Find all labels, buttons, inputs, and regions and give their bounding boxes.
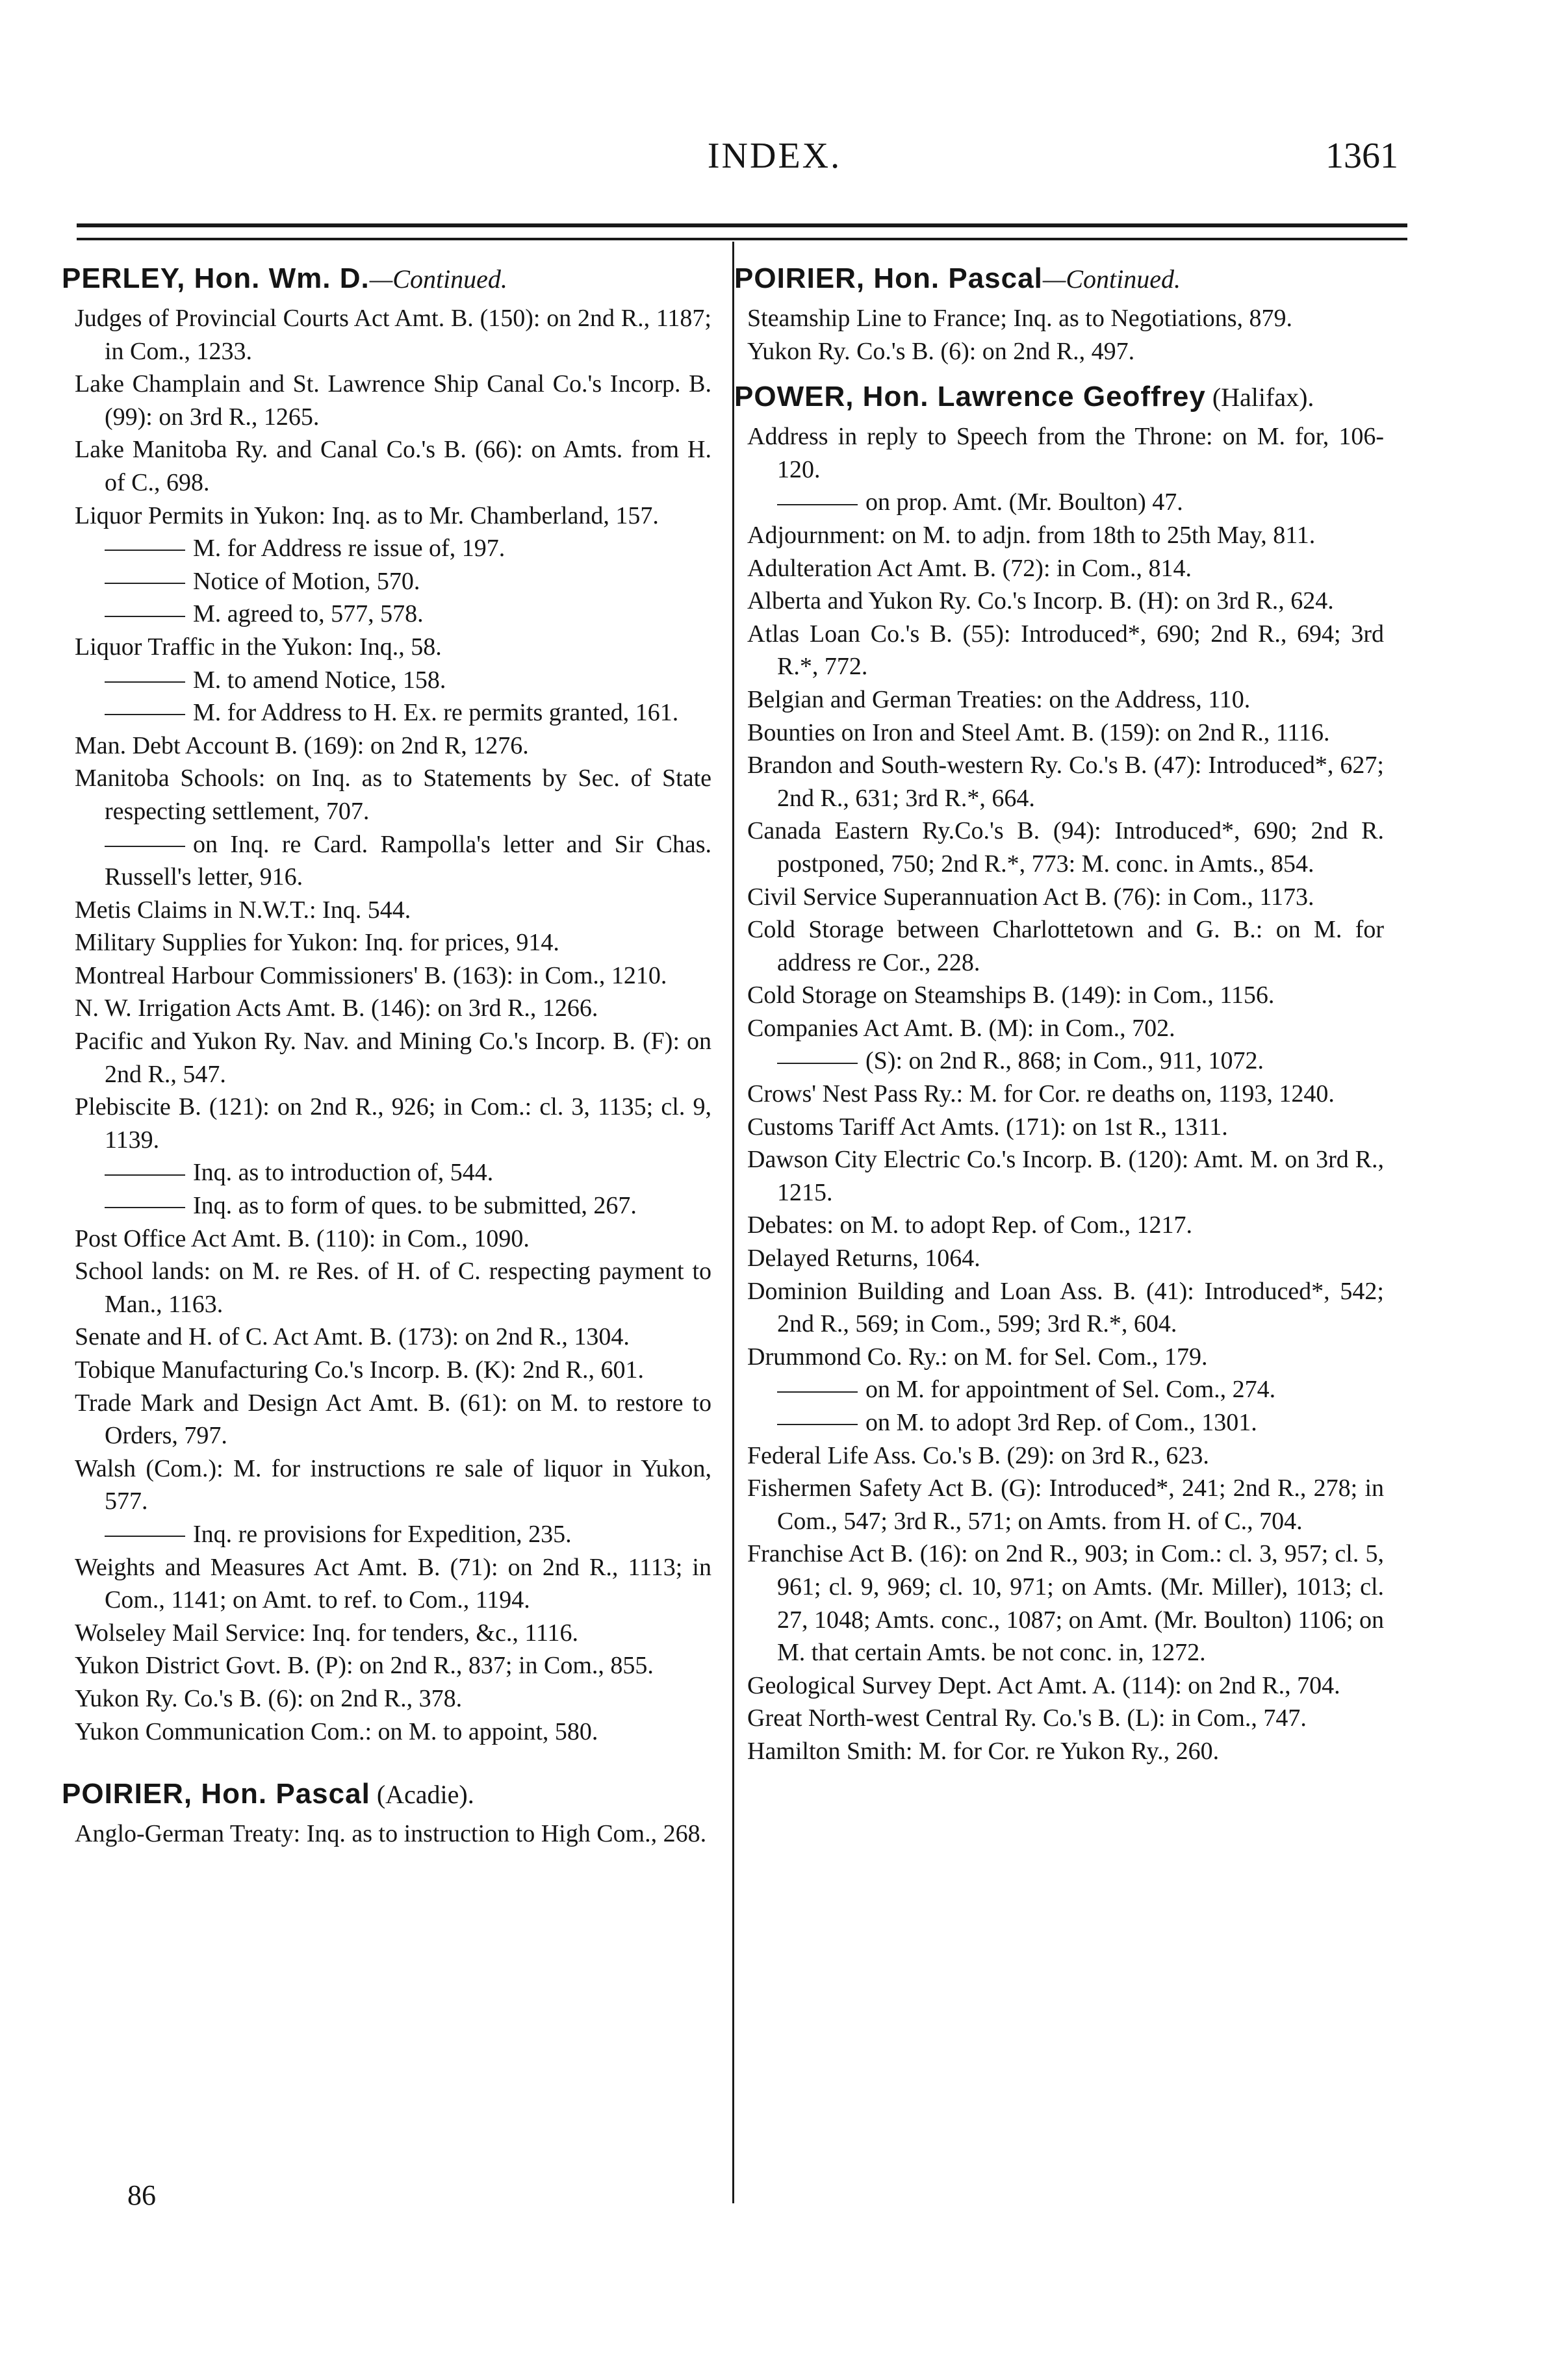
entry-text: Drummond Co. Ry.: on M. for Sel. Com., 179. xyxy=(747,1343,1208,1371)
footer-number: 86 xyxy=(127,2179,156,2211)
header-rule-bottom xyxy=(77,238,1407,240)
index-entry xyxy=(75,433,711,499)
index-entry xyxy=(75,532,711,565)
entry-text: M. for Address to H. Ex. re permits granted, 161. xyxy=(193,699,679,727)
index-entry xyxy=(75,1189,711,1222)
ditto-dash xyxy=(105,1207,185,1208)
entry-text: Steamship Line to France; Inq. as to Negotiations, 879. xyxy=(747,305,1293,332)
entry-text: Military Supplies for Yukon: Inq. for prices, 914. xyxy=(75,929,559,957)
index-entry xyxy=(75,631,711,664)
entry-text: Yukon Ry. Co.'s B. (6): on 2nd R., 378. xyxy=(75,1684,463,1712)
index-entry xyxy=(747,420,1384,486)
heading-name: PERLEY, Hon. Wm. D. xyxy=(62,262,370,294)
heading-poirier-continued xyxy=(734,261,1384,297)
index-entry xyxy=(747,749,1384,815)
ditto-dash xyxy=(105,1536,185,1537)
entry-text: Great North-west Central Ry. Co.'s B. (L): in Com., 747. xyxy=(747,1704,1307,1732)
entry-text: Debates: on M. to adopt Rep. of Com., 1217. xyxy=(747,1211,1192,1239)
right-column xyxy=(734,261,1384,1768)
entry-text: on M. for appointment of Sel. Com., 274. xyxy=(865,1376,1276,1404)
index-entry xyxy=(747,1735,1384,1768)
index-entry xyxy=(747,1538,1384,1669)
column-divider xyxy=(732,242,734,2203)
entry-text: N. W. Irrigation Acts Amt. B. (146): on 3rd R., 1266. xyxy=(75,994,598,1022)
entry-text: Anglo-German Treaty: Inq. as to instruction to High Com., 268. xyxy=(75,1820,707,1848)
entry-text: Post Office Act Amt. B. (110): in Com., 1090. xyxy=(75,1224,530,1252)
index-entry xyxy=(747,1669,1384,1703)
entry-text: on prop. Amt. (Mr. Boulton) 47. xyxy=(865,488,1183,516)
page-header-title: INDEX. xyxy=(707,136,842,176)
ditto-dash xyxy=(105,846,185,847)
index-entry xyxy=(747,1341,1384,1374)
heading-power xyxy=(734,379,1384,415)
entry-text: Metis Claims in N.W.T.: Inq. 544. xyxy=(75,896,411,924)
entry-text: Liquor Permits in Yukon: Inq. as to Mr. Chamberland, 157. xyxy=(75,501,659,529)
entry-text: Plebiscite B. (121): on 2nd R., 926; in Com.: cl. 3, 1135; cl. 9, 1139. xyxy=(75,1093,711,1154)
index-entry xyxy=(75,762,711,828)
entry-text: M. for Address re issue of, 197. xyxy=(193,535,506,563)
index-entry xyxy=(747,913,1384,979)
index-entry xyxy=(75,598,711,631)
index-entry xyxy=(747,1044,1384,1078)
entry-text: Fishermen Safety Act B. (G): Introduced*, 241; 2nd R., 278; in Com., 547; 3rd R., 571; on Amts. from H. of C., 704. xyxy=(747,1475,1384,1535)
index-entry xyxy=(75,729,711,763)
index-entry xyxy=(75,368,711,433)
entry-text: Walsh (Com.): M. for instructions re sale of liquor in Yukon, 577. xyxy=(75,1454,711,1515)
index-entry xyxy=(75,959,711,993)
ditto-dash xyxy=(105,550,185,551)
entry-text: Atlas Loan Co.'s B. (55): Introduced*, 690; 2nd R., 694; 3rd R.*, 772. xyxy=(747,620,1384,681)
entry-text: Brandon and South-western Ry. Co.'s B. (47): Introduced*, 627; 2nd R., 631; 3rd R.*, 664. xyxy=(747,752,1384,812)
index-entry xyxy=(747,618,1384,683)
header-rule-top xyxy=(77,223,1407,227)
index-entry xyxy=(75,1551,711,1617)
entry-text: Geological Survey Dept. Act Amt. A. (114): on 2nd R., 704. xyxy=(747,1671,1340,1699)
entry-text: Pacific and Yukon Ry. Nav. and Mining Co.'s Incorp. B. (F): on 2nd R., 547. xyxy=(75,1028,711,1088)
entry-text: Adjournment: on M. to adjn. from 18th to 25th May, 811. xyxy=(747,521,1316,549)
heading-suffix: —Continued. xyxy=(369,264,507,294)
index-entry xyxy=(75,1321,711,1354)
index-entry xyxy=(75,894,711,927)
entry-text: M. agreed to, 577, 578. xyxy=(193,600,424,628)
index-entry xyxy=(747,1111,1384,1144)
entry-text: Yukon District Govt. B. (P): on 2nd R., 837; in Com., 855. xyxy=(75,1652,654,1680)
heading-suffix: —Continued. xyxy=(1042,264,1181,294)
index-entry xyxy=(75,1518,711,1551)
entry-text: Yukon Communication Com.: on M. to appoint, 580. xyxy=(75,1717,598,1745)
index-entry xyxy=(75,1617,711,1650)
heading-suffix: (Halifax). xyxy=(1205,383,1314,412)
entry-text: Wolseley Mail Service: Inq. for tenders, &c., 1116. xyxy=(75,1619,579,1647)
ditto-dash xyxy=(105,1174,185,1176)
entry-text: Trade Mark and Design Act Amt. B. (61): on M. to restore to Orders, 797. xyxy=(75,1389,711,1450)
index-entry xyxy=(747,335,1384,368)
index-entry xyxy=(747,552,1384,585)
heading-poirier xyxy=(62,1777,711,1812)
entry-text: Customs Tariff Act Amts. (171): on 1st R., 1311. xyxy=(747,1113,1228,1141)
entry-text: Lake Manitoba Ry. and Canal Co.'s B. (66): on Amts. from H. of C., 698. xyxy=(75,436,711,496)
index-entry xyxy=(747,302,1384,335)
index-entry xyxy=(747,519,1384,552)
ditto-dash xyxy=(777,504,858,505)
entry-text: Hamilton Smith: M. for Cor. re Yukon Ry., 260. xyxy=(747,1737,1220,1765)
entry-text: Bounties on Iron and Steel Amt. B. (159): on 2nd R., 1116. xyxy=(747,718,1330,746)
entry-text: on M. to adopt 3rd Rep. of Com., 1301. xyxy=(865,1409,1257,1436)
index-entry xyxy=(75,696,711,729)
ditto-dash xyxy=(105,583,185,584)
index-entry xyxy=(75,1649,711,1682)
entry-text: Judges of Provincial Courts Act Amt. B. (150): on 2nd R., 1187; in Com., 1233. xyxy=(75,305,711,365)
page-number: 1361 xyxy=(1325,136,1398,176)
index-entry xyxy=(75,1222,711,1256)
index-entry xyxy=(75,1387,711,1452)
heading-perley xyxy=(62,261,711,297)
index-entry xyxy=(75,828,711,894)
entry-text: School lands: on M. re Res. of H. of C. respecting payment to Man., 1163. xyxy=(75,1258,711,1318)
index-entry xyxy=(75,926,711,959)
ditto-dash xyxy=(777,1063,858,1064)
index-entry xyxy=(747,1406,1384,1439)
index-entry xyxy=(747,1439,1384,1473)
entry-text: Tobique Manufacturing Co.'s Incorp. B. (K): 2nd R., 601. xyxy=(75,1356,644,1384)
index-entry xyxy=(75,1817,711,1851)
entry-text: Civil Service Superannuation Act B. (76): in Com., 1173. xyxy=(747,883,1314,911)
heading-name: POWER, Hon. Lawrence Geoffrey xyxy=(734,381,1206,413)
entry-text: Liquor Traffic in the Yukon: Inq., 58. xyxy=(75,633,442,661)
heading-suffix: (Acadie). xyxy=(370,1780,474,1810)
index-entry xyxy=(75,302,711,368)
index-entry xyxy=(75,1156,711,1189)
entry-text: Address in reply to Speech from the Throne: on M. for, 106-120. xyxy=(747,423,1384,483)
entry-text: Yukon Ry. Co.'s B. (6): on 2nd R., 497. xyxy=(747,337,1135,365)
ditto-dash xyxy=(105,714,185,715)
index-entry xyxy=(75,1452,711,1518)
index-entry xyxy=(747,1078,1384,1111)
entry-text: on Inq. re Card. Rampolla's letter and Sir Chas. Russell's letter, 916. xyxy=(105,830,711,891)
entry-text: M. to amend Notice, 158. xyxy=(193,666,446,694)
entry-list-poirier xyxy=(75,1817,711,1851)
index-entry xyxy=(747,815,1384,880)
entry-list-perley xyxy=(75,302,711,1748)
index-entry xyxy=(747,683,1384,716)
ditto-dash xyxy=(105,681,185,683)
index-entry xyxy=(747,1275,1384,1341)
index-entry xyxy=(747,979,1384,1012)
index-entry xyxy=(747,1209,1384,1242)
entry-text: Dominion Building and Loan Ass. B. (41): Introduced*, 542; 2nd R., 569; in Com., 599; 3rd R.*, 604. xyxy=(747,1277,1384,1338)
heading-name: POIRIER, Hon. Pascal xyxy=(734,262,1043,294)
entry-text: (S): on 2nd R., 868; in Com., 911, 1072. xyxy=(865,1047,1264,1075)
index-entry xyxy=(75,1715,711,1749)
entry-text: Alberta and Yukon Ry. Co.'s Incorp. B. (H): on 3rd R., 624. xyxy=(747,587,1334,615)
ditto-dash xyxy=(777,1424,858,1425)
entry-text: Cold Storage between Charlottetown and G. B.: on M. for address re Cor., 228. xyxy=(747,916,1384,976)
entry-text: Delayed Returns, 1064. xyxy=(747,1245,980,1272)
entry-text: Franchise Act B. (16): on 2nd R., 903; in Com.: cl. 3, 957; cl. 5, 961; cl. 9, 969; cl. 10, 971; on Amts. (Mr. Miller), 1013; cl. 27, 1048; Amts. conc., 1087; on Amt. (Mr. Boulton) 1106; on M. that certain Amts. be not conc. in, 1272. xyxy=(747,1540,1384,1667)
entry-text: Adulteration Act Amt. B. (72): in Com., 814. xyxy=(747,554,1192,582)
index-entry xyxy=(747,1012,1384,1045)
index-entry xyxy=(75,1682,711,1715)
ditto-dash xyxy=(777,1391,858,1393)
index-entry xyxy=(747,1143,1384,1209)
index-entry xyxy=(747,716,1384,750)
entry-text: Inq. as to introduction of, 544. xyxy=(193,1159,494,1187)
entry-text: Lake Champlain and St. Lawrence Ship Canal Co.'s Incorp. B. (99): on 3rd R., 1265. xyxy=(75,370,711,431)
left-column xyxy=(62,261,711,1851)
index-entry xyxy=(747,1373,1384,1406)
entry-text: Dawson City Electric Co.'s Incorp. B. (120): Amt. M. on 3rd R., 1215. xyxy=(747,1146,1384,1206)
index-entry xyxy=(747,881,1384,914)
index-entry xyxy=(75,500,711,533)
index-entry xyxy=(75,992,711,1025)
entry-text: Canada Eastern Ry.Co.'s B. (94): Introduced*, 690; 2nd R. postponed, 750; 2nd R.*, 773: M. conc. in Amts., 854. xyxy=(747,817,1384,878)
index-entry xyxy=(75,1255,711,1321)
index-entry xyxy=(75,664,711,697)
entry-text: Inq. as to form of ques. to be submitted, 267. xyxy=(193,1192,637,1220)
index-entry xyxy=(747,486,1384,519)
ditto-dash xyxy=(105,616,185,617)
index-entry xyxy=(747,585,1384,618)
heading-name: POIRIER, Hon. Pascal xyxy=(62,1778,370,1810)
entry-list-poirier-continued xyxy=(747,302,1384,368)
entry-text: Crows' Nest Pass Ry.: M. for Cor. re deaths on, 1193, 1240. xyxy=(747,1080,1335,1108)
entry-text: Notice of Motion, 570. xyxy=(193,567,420,595)
entry-text: Federal Life Ass. Co.'s B. (29): on 3rd R., 623. xyxy=(747,1441,1209,1469)
index-entry xyxy=(747,1702,1384,1735)
entry-text: Man. Debt Account B. (169): on 2nd R, 1276. xyxy=(75,731,529,759)
entry-text: Inq. re provisions for Expedition, 235. xyxy=(193,1520,572,1548)
entry-list-power xyxy=(747,420,1384,1767)
entry-text: Belgian and German Treaties: on the Address, 110. xyxy=(747,685,1251,713)
index-entry xyxy=(75,1091,711,1156)
entry-text: Senate and H. of C. Act Amt. B. (173): on 2nd R., 1304. xyxy=(75,1323,630,1351)
entry-text: Montreal Harbour Commissioners' B. (163): in Com., 1210. xyxy=(75,961,667,989)
index-entry xyxy=(747,1242,1384,1275)
entry-text: Weights and Measures Act Amt. B. (71): on 2nd R., 1113; in Com., 1141; on Amt. to ref. to Com., 1194. xyxy=(75,1553,711,1614)
index-entry xyxy=(75,1354,711,1387)
index-entry xyxy=(75,565,711,598)
entry-text: Manitoba Schools: on Inq. as to Statements by Sec. of State respecting settlement, 707. xyxy=(75,765,711,825)
index-entry xyxy=(75,1025,711,1091)
entry-text: Companies Act Amt. B. (M): in Com., 702. xyxy=(747,1014,1175,1042)
entry-text: Cold Storage on Steamships B. (149): in Com., 1156. xyxy=(747,981,1275,1009)
index-entry xyxy=(747,1472,1384,1538)
